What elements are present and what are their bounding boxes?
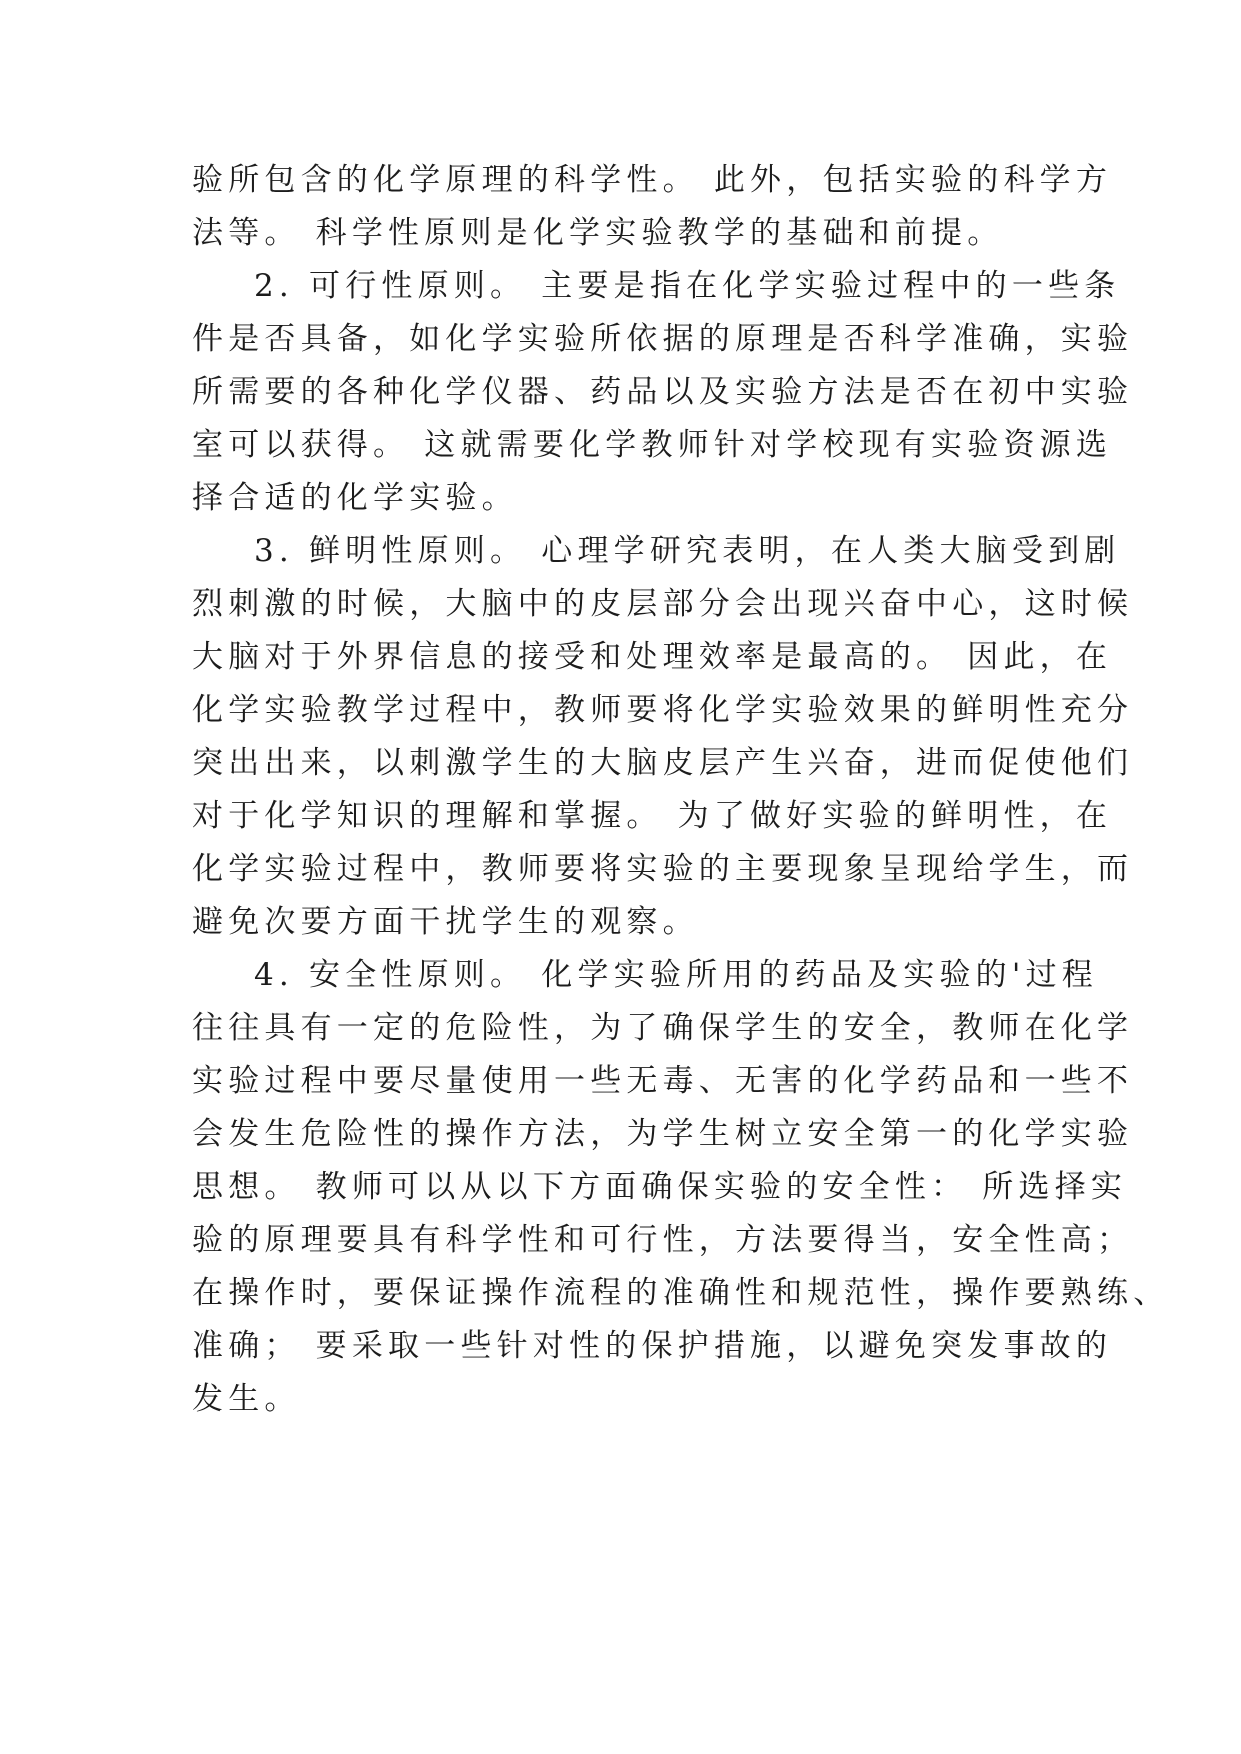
text-line: 烈刺激的时候，大脑中的皮层部分会出现兴奋中心，这时候	[192, 586, 1134, 622]
text-line: 会发生危险性的操作方法，为学生树立安全第一的化学实验	[192, 1116, 1134, 1152]
text-line: 避免次要方面干扰学生的观察。	[192, 904, 699, 940]
text-line: 验所包含的化学原理的科学性。 此外，包括实验的科学方	[192, 162, 1113, 198]
text-line: 发生。	[192, 1381, 301, 1417]
text-line: 室可以获得。 这就需要化学教师针对学校现有实验资源选	[192, 427, 1113, 463]
text-line: 对于化学知识的理解和掌握。 为了做好实验的鲜明性，在	[192, 798, 1113, 834]
text-line: 所需要的各种化学仪器、药品以及实验方法是否在初中实验	[192, 374, 1134, 410]
text-line: 件是否具备，如化学实验所依据的原理是否科学准确，实验	[192, 321, 1134, 357]
text-line: 准确； 要采取一些针对性的保护措施，以避免突发事故的	[192, 1328, 1113, 1364]
text-line: 法等。 科学性原则是化学实验教学的基础和前提。	[192, 215, 1004, 251]
text-line: 择合适的化学实验。	[192, 480, 518, 516]
text-line: 大脑对于外界信息的接受和处理效率是最高的。 因此，在	[192, 639, 1113, 675]
text-line: 在操作时，要保证操作流程的准确性和规范性，操作要熟练、	[192, 1275, 1170, 1311]
text-line: 验的原理要具有科学性和可行性，方法要得当，安全性高；	[192, 1222, 1134, 1258]
text-line: 化学实验过程中，教师要将实验的主要现象呈现给学生，而	[192, 851, 1134, 887]
text-line: 3. 鲜明性原则。 心理学研究表明，在人类大脑受到剧	[254, 533, 1121, 569]
text-line: 实验过程中要尽量使用一些无毒、无害的化学药品和一些不	[192, 1063, 1134, 1099]
text-line: 往往具有一定的危险性，为了确保学生的安全，教师在化学	[192, 1010, 1134, 1046]
text-line: 突出出来，以刺激学生的大脑皮层产生兴奋，进而促使他们	[192, 745, 1134, 781]
text-line: 4. 安全性原则。 化学实验所用的药品及实验的'过程	[254, 957, 1099, 993]
text-line: 化学实验教学过程中，教师要将化学实验效果的鲜明性充分	[192, 692, 1134, 728]
text-line: 思想。 教师可以从以下方面确保实验的安全性： 所选择实	[192, 1169, 1128, 1205]
text-line: 2. 可行性原则。 主要是指在化学实验过程中的一些条	[254, 268, 1121, 304]
